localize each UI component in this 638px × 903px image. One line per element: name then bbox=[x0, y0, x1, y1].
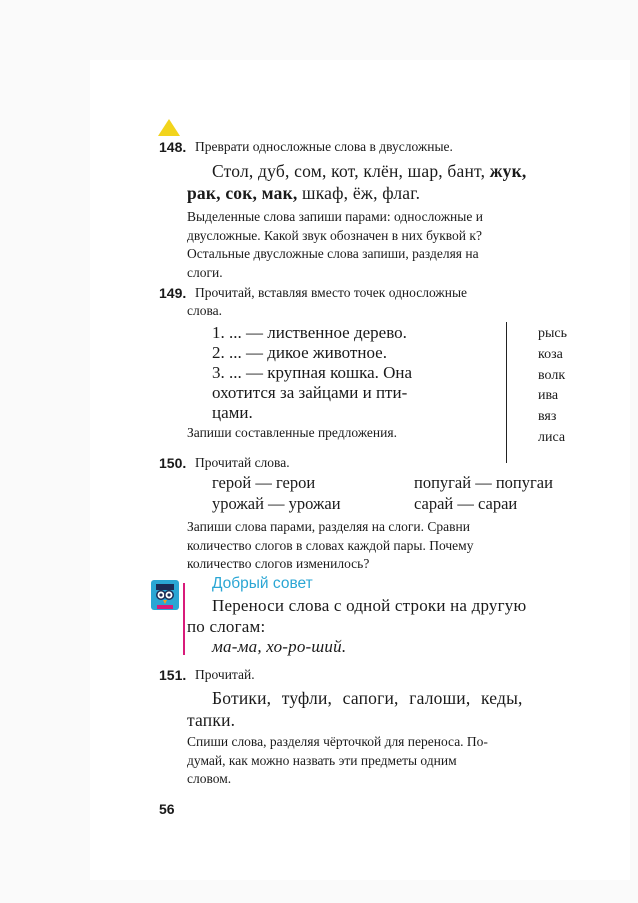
words-plain: шкаф, ёж, флаг. bbox=[297, 183, 421, 203]
sentence-line: 1. ... — лиственное дерево. bbox=[212, 323, 407, 342]
exercise-task: Прочитай. bbox=[195, 667, 255, 682]
page-number: 56 bbox=[159, 801, 175, 817]
instruction-line: слоги. bbox=[187, 264, 223, 280]
exercise-number: 150. bbox=[159, 455, 187, 471]
words-bold: рак, сок, мак, bbox=[187, 183, 298, 203]
tip-example: ма-ма, хо-ро-ший. bbox=[212, 637, 347, 656]
word-list-line-1 bbox=[212, 160, 599, 182]
exercise-instructions bbox=[187, 208, 599, 282]
word-item: лиса bbox=[538, 429, 566, 445]
word-item: вяз bbox=[538, 409, 557, 425]
word-item: коза bbox=[538, 346, 563, 362]
tip-box bbox=[150, 575, 600, 657]
tip-title: Добрый совет bbox=[212, 575, 313, 592]
exercise-number: 148. bbox=[159, 139, 187, 155]
word-list-line-2 bbox=[187, 182, 599, 204]
word-list-line-1: Ботики, туфли, сапоги, галоши, кеды, bbox=[212, 688, 523, 708]
instruction-line: Остальные двусложные слова запиши, разделяя на bbox=[187, 246, 479, 261]
sentence-list bbox=[212, 323, 502, 423]
exercise-task: Преврати односложные слова в двусложные. bbox=[195, 139, 453, 154]
exercise-task-line: слова. bbox=[187, 303, 223, 318]
word-pair: герой — герои bbox=[212, 473, 316, 492]
sentence-line: 3. ... — крупная кошка. Она bbox=[212, 363, 413, 382]
instruction-line: количество слогов изменилось? bbox=[187, 556, 370, 571]
instruction-line: количество слогов в словах каждой пары. Почему bbox=[187, 537, 474, 553]
word-item: рысь bbox=[538, 326, 568, 341]
exercise-task-line: Прочитай, вставляя вместо точек односложные bbox=[195, 285, 468, 300]
word-column bbox=[538, 324, 598, 449]
exercise-instructions bbox=[187, 518, 599, 574]
word-pair: попугай — попугаи bbox=[414, 473, 553, 492]
exercise-task: Прочитай слова. bbox=[195, 455, 290, 470]
instruction-line: Спиши слова, разделяя чёрточкой для переноса. По- bbox=[187, 734, 488, 749]
sentence-line: 2. ... — дикое животное. bbox=[212, 343, 387, 362]
exercise-instructions bbox=[187, 733, 599, 789]
level-triangle-icon bbox=[158, 119, 180, 136]
word-pair: урожай — урожаи bbox=[212, 494, 341, 513]
sentence-line: цами. bbox=[212, 403, 253, 422]
instruction-line: словом. bbox=[187, 771, 232, 786]
word-list-line-2: тапки. bbox=[187, 710, 236, 730]
tip-text-line: по слогам: bbox=[187, 617, 266, 636]
instruction-line: Запиши слова парами, разделяя на слоги. Сравни bbox=[187, 519, 470, 534]
tip-accent-line bbox=[183, 583, 185, 655]
words-plain: Стол, дуб, сом, кот, клён, шар, бант, bbox=[212, 161, 490, 181]
word-item: волк bbox=[538, 367, 566, 383]
instruction-line: двусложные. Какой звук обозначен в них буквой к? bbox=[187, 227, 482, 243]
exercise-followup: Запиши составленные предложения. bbox=[187, 425, 397, 440]
sentence-line: охотится за зайцами и пти- bbox=[212, 383, 408, 402]
word-item: ива bbox=[538, 388, 559, 404]
word-pair: сарай — сараи bbox=[414, 494, 518, 513]
instruction-line: думай, как можно назвать эти предметы одним bbox=[187, 752, 457, 768]
instruction-line: Выделенные слова запиши парами: односложные и bbox=[187, 209, 483, 224]
tip-text-line: Переноси слова с одной строки на другую bbox=[212, 596, 527, 615]
exercise-number: 149. bbox=[159, 285, 187, 301]
exercise-number: 151. bbox=[159, 667, 187, 683]
owl-teacher-icon bbox=[150, 579, 180, 611]
words-bold: жук, bbox=[489, 161, 527, 181]
